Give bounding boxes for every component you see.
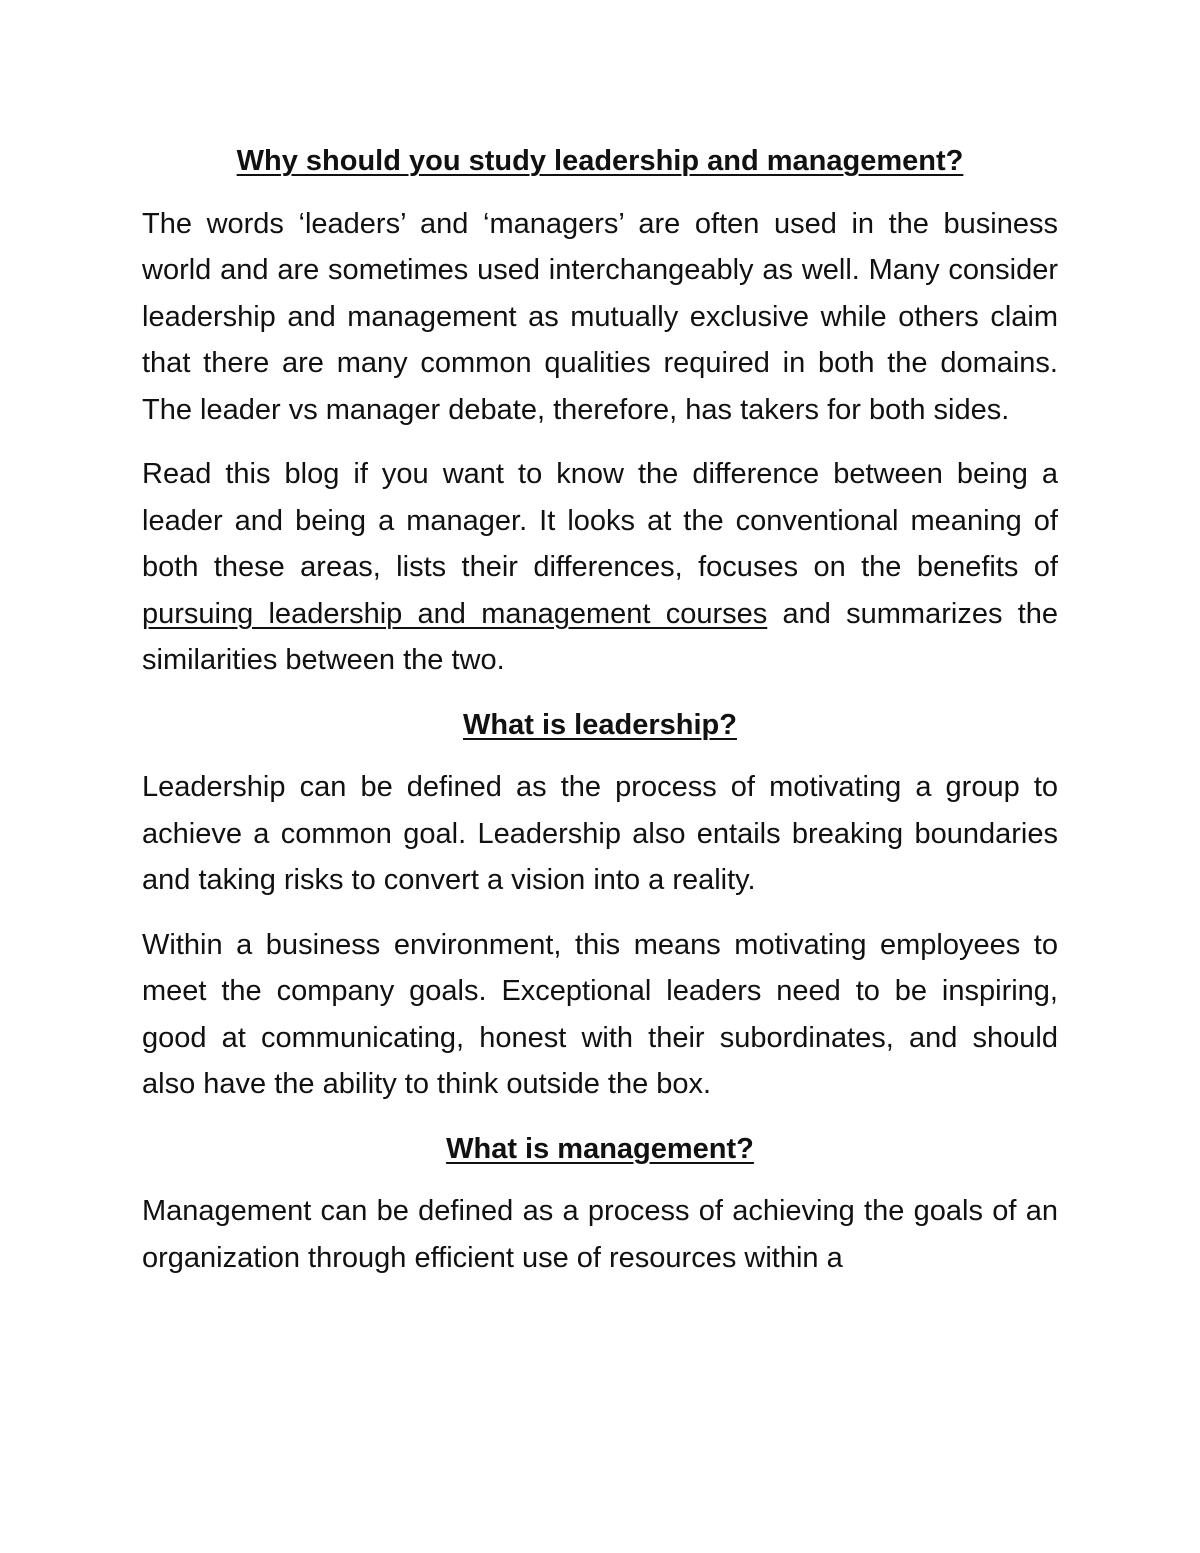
leadership-paragraph-1: Leadership can be defined as the process of motivating a group to achieve a common goal. Leadership also entails breaking boundaries and taking risks to convert a vision into a reality.	[142, 771, 1058, 896]
intro-paragraph-1: The words ‘leaders’ and ‘managers’ are often used in the business world and are sometimes used interchangeably as well. Many consider leadership and management as mutually exclusive while others claim that there are many common qualities required in both the domains. The leader vs manager debate, therefore, has takers for both sides.	[142, 207, 1058, 426]
intro-paragraph-2-text-after: and summarizes the similarities between the two.	[142, 597, 1059, 676]
intro-paragraph-2	[142, 451, 1058, 684]
leadership-paragraph-2: Within a business environment, this means motivating employees to meet the company goals. Exceptional leaders need to be inspiring, good at communicating, honest with their subordinates, and should also have the ability to think outside the box.	[142, 928, 1058, 1100]
management-heading: What is management?	[446, 1132, 754, 1165]
document-page	[142, 138, 1058, 1299]
courses-link[interactable]: pursuing leadership and management courses	[142, 597, 768, 630]
intro-paragraph-2-text-before: Read this blog if you want to know the difference between being a leader and being a manager. It looks at the conventional meaning of both these areas, lists their differences, focuses on the benefits of	[142, 458, 1058, 583]
page-title: Why should you study leadership and management?	[236, 145, 964, 177]
leadership-heading: What is leadership?	[463, 708, 737, 741]
management-paragraph-1: Management can be defined as a process of achieving the goals of an organization through efficient use of resources within a	[142, 1195, 1058, 1274]
